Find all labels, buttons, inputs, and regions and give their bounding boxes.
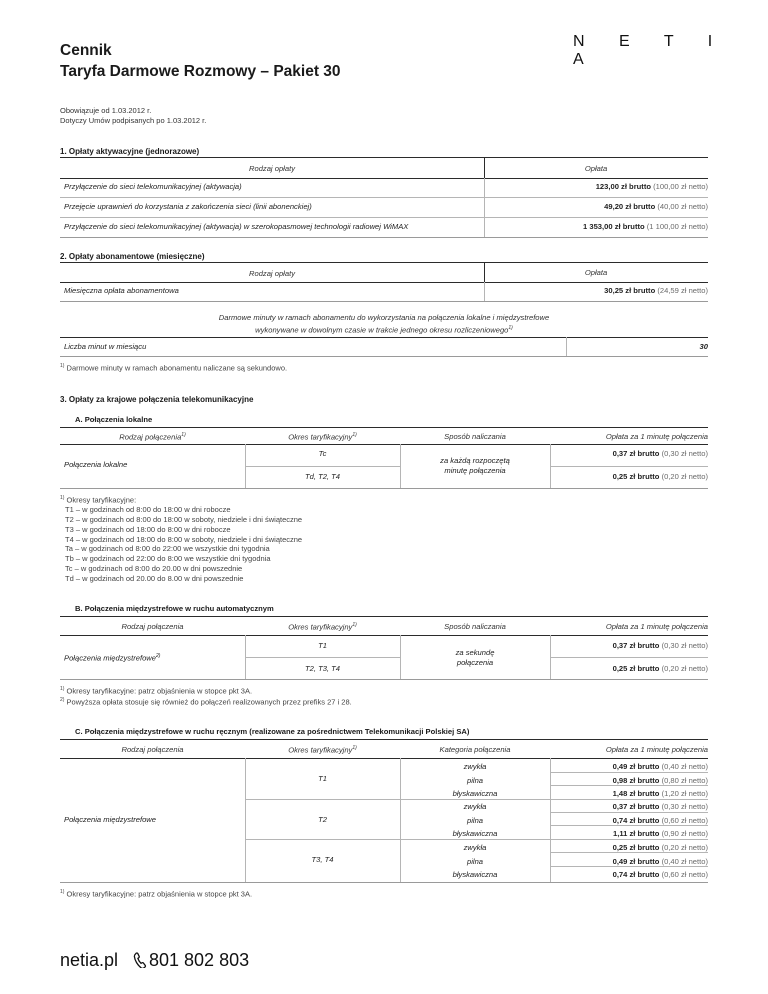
s3a-row-2-price: 0,25 zł brutto (0,20 zł netto) [612, 472, 708, 481]
footer-phone-number: 801 802 803 [149, 950, 250, 970]
validity-line-2: Dotyczy Umów podpisanych po 1.03.2012 r. [60, 116, 207, 125]
s3c-period-t2: T2 [318, 815, 327, 824]
s2-footnote: $^{1)}$ Darmowe minuty w ramach abonamentu naliczane są sekundowo. [60, 363, 288, 373]
s3a-row-2-period: Td, T2, T4 [304, 472, 341, 481]
s3a-footnote-t1: T1 – w godzinach od 8:00 do 18:00 w dni robocze [65, 505, 231, 515]
s1-row-2-price: 49,20 zł brutto (40,00 zł netto) [604, 202, 708, 211]
netia-logo: N E T I A [573, 33, 728, 68]
s3a-title: A. Połączenia lokalne [75, 415, 153, 424]
s2-col-fee: Opłata [584, 268, 608, 277]
s3c-t3-price-3: 0,74 zł brutto (0,60 zł netto) [612, 870, 708, 879]
section-3-heading [60, 395, 253, 404]
s2-monthly-fee-name: Miesięczna opłata abonamentowa [64, 286, 179, 295]
s1-row-3-name: Przyłączenie do sieci telekomunikacyjnej (aktywacja) w szerokopasmowej technologii radiowej WiMAX [64, 222, 409, 231]
section-2-title: Opłaty abonamentowe (miesięczne) [68, 252, 205, 261]
s3a-type: Połączenia lokalne [64, 460, 128, 469]
section-1-number: 1. [60, 147, 67, 156]
s3b-title: B. Połączenia międzystrefowe w ruchu automatycznym [75, 604, 274, 613]
s3a-col-fee: Opłata za 1 minutę połączenia [605, 432, 708, 441]
s3c-col-fee: Opłata za 1 minutę połączenia [605, 745, 708, 754]
section-1-title: Opłaty aktywacyjne (jednorazowe) [68, 147, 200, 156]
s1-row-3-price: 1 353,00 zł brutto (1 100,00 zł netto) [583, 222, 708, 231]
s3a-footnote-ta: Ta – w godzinach od 8:00 do 22:00 we wszystkie dni tygodnia [65, 544, 270, 554]
s3c-footnote: $^{1)}$ Okresy taryfikacyjne: patrz objaśnienia w stopce pkt 3A. [60, 889, 253, 899]
page-title [60, 40, 341, 82]
s3a-col-type: Rodzaj połączenia$^{1)}$ [119, 432, 186, 442]
footer-site-link[interactable]: netia.pl [60, 950, 119, 970]
phone-icon [133, 952, 147, 973]
s3c-t3-cat-2: pilna [466, 857, 484, 866]
s3a-footnote-tb: Tb – w godzinach od 22:00 do 8:00 we wszystkie dni tygodnia [65, 554, 271, 564]
s3b-row-1-period: T1 [318, 641, 327, 650]
s3c-type: Połączenia międzystrefowe [64, 815, 157, 824]
s2-free-minutes-header-line-2: wykonywane w dowolnym czasie w trakcie jednego okresu rozliczeniowego$^{1)}$ [255, 325, 513, 335]
s3a-method-line-2: minutę połączenia [444, 466, 506, 475]
validity-line-1: Obowiązuje od 1.03.2012 r. [60, 106, 152, 115]
s3a-row-1-price: 0,37 zł brutto (0,30 zł netto) [612, 449, 708, 458]
section-3-number: 3. [60, 395, 67, 404]
s1-col-type: Rodzaj opłaty [248, 164, 295, 173]
s3b-method-line-1: za sekundę [455, 648, 495, 657]
s3c-t2-cat-1: zwykła [463, 802, 487, 811]
s3b-col-type: Rodzaj połączenia [121, 622, 184, 631]
s3a-row-1-period: Tc [318, 449, 327, 458]
s3b-footnote-2: $^{2)}$ Powyższa opłata stosuje się również do połączeń realizowanych przez prefiks 27 i 28. [60, 697, 352, 707]
s3c-t1-cat-2: pilna [466, 776, 484, 785]
s3c-col-category: Kategoria połączenia [439, 745, 511, 754]
footer-phone[interactable] [133, 950, 249, 973]
s3c-t2-price-2: 0,74 zł brutto (0,60 zł netto) [612, 816, 708, 825]
s3c-title: C. Połączenia międzystrefowe w ruchu ręcznym (realizowane za pośrednictwem Telekomunikacji Polskiej SA) [75, 727, 470, 736]
s3c-t2-price-3: 1,11 zł brutto (0,90 zł netto) [613, 829, 708, 838]
s1-row-2-name: Przejęcie uprawnień do korzystania z zakończenia sieci (linii abonenckiej) [64, 202, 312, 211]
s1-row-1-price: 123,00 zł brutto (100,00 zł netto) [595, 182, 708, 191]
s3c-col-period: Okres taryfikacyjny$^{1)}$ [288, 745, 357, 755]
s3a-footnote-t3: T3 – w godzinach od 18:00 do 8:00 w dni robocze [65, 524, 231, 534]
s3c-t3-price-2: 0,49 zł brutto (0,40 zł netto) [612, 857, 708, 866]
s2-free-minutes-header-line-1: Darmowe minuty w ramach abonamentu do wykorzystania na połączenia lokalne i międzystrefowe [218, 313, 550, 322]
s3a-footnote-t2: T2 – w godzinach od 8:00 do 18:00 w soboty, niedziele i dni świąteczne [65, 515, 303, 525]
s3c-t2-cat-3: błyskawiczna [452, 829, 498, 838]
section-2-number: 2. [60, 252, 67, 261]
s3c-period-t3-t4: T3, T4 [311, 855, 334, 864]
s3b-method [400, 648, 550, 668]
validity-info [60, 106, 206, 126]
s3b-row-2-price: 0,25 zł brutto (0,20 zł netto) [612, 664, 708, 673]
section-1-heading [60, 147, 199, 156]
s3a-footnotes [60, 494, 302, 584]
s3b-row-1-price: 0,37 zł brutto (0,30 zł netto) [612, 641, 708, 650]
s1-row-1-name: Przyłączenie do sieci telekomunikacyjnej (aktywacja) [64, 182, 242, 191]
s3a-footnote-t4: T4 – w godzinach od 18:00 do 8:00 w soboty, niedziele i dni świąteczne [65, 534, 303, 544]
s3a-method-line-1: za każdą rozpoczętą [440, 456, 510, 465]
s3a-footnote-td: Td – w godzinach od 20.00 do 8.00 w dni powszednie [65, 573, 244, 583]
s3c-t1-cat-1: zwykła [463, 762, 487, 771]
s3c-t1-price-2: 0,98 zł brutto (0,80 zł netto) [612, 776, 708, 785]
s3c-col-type: Rodzaj połączenia [121, 745, 184, 754]
s3a-method [400, 456, 550, 476]
s3a-footnote-heading: $^{1)}$ Okresy taryfikacyjne: [60, 495, 137, 505]
title-line-1: Cennik [60, 42, 112, 59]
s2-free-minutes-header [60, 313, 708, 336]
s2-minutes-label: Liczba minut w miesiącu [64, 342, 147, 351]
s3c-t1-price-3: 1,48 zł brutto (1,20 zł netto) [612, 789, 708, 798]
s3c-t3-cat-3: błyskawiczna [452, 870, 498, 879]
s3a-col-period: Okres taryfikacyjny$^{1)}$ [288, 432, 357, 442]
s3b-footnotes [60, 685, 352, 708]
section-2-heading [60, 252, 205, 261]
s3b-col-fee: Opłata za 1 minutę połączenia [605, 622, 708, 631]
s3a-col-method: Sposób naliczania [444, 432, 506, 441]
s3c-t2-cat-2: pilna [466, 816, 484, 825]
s3c-t1-cat-3: błyskawiczna [452, 789, 498, 798]
s3c-period-t1: T1 [318, 774, 327, 783]
title-line-2: Taryfa Darmowe Rozmowy – Pakiet 30 [60, 63, 341, 80]
s3a-footnote-tc: Tc – w godzinach od 8:00 do 20.00 w dni powszednie [65, 564, 243, 574]
section-3-title: Opłaty za krajowe połączenia telekomunikacyjne [68, 395, 254, 404]
s3b-col-period: Okres taryfikacyjny$^{1)}$ [288, 622, 357, 632]
s3b-col-method: Sposób naliczania [444, 622, 506, 631]
s1-col-fee: Opłata [584, 164, 608, 173]
s3b-footnote-1: $^{1)}$ Okresy taryfikacyjne: patrz objaśnienia w stopce pkt 3A. [60, 686, 253, 696]
s3b-method-line-2: połączenia [456, 658, 494, 667]
s3c-t1-price-1: 0,49 zł brutto (0,40 zł netto) [612, 762, 708, 771]
s3b-row-2-period: T2, T3, T4 [304, 664, 341, 673]
s2-monthly-fee-price: 30,25 zł brutto (24,59 zł netto) [604, 286, 708, 295]
s3c-t3-cat-1: zwykła [463, 843, 487, 852]
s3b-type: Połączenia międzystrefowe$^{2)}$ [64, 653, 161, 663]
s2-minutes-value: 30 [699, 342, 708, 351]
s3c-t3-price-1: 0,25 zł brutto (0,20 zł netto) [612, 843, 708, 852]
s2-col-type: Rodzaj opłaty [248, 269, 295, 278]
s3c-t2-price-1: 0,37 zł brutto (0,30 zł netto) [612, 802, 708, 811]
